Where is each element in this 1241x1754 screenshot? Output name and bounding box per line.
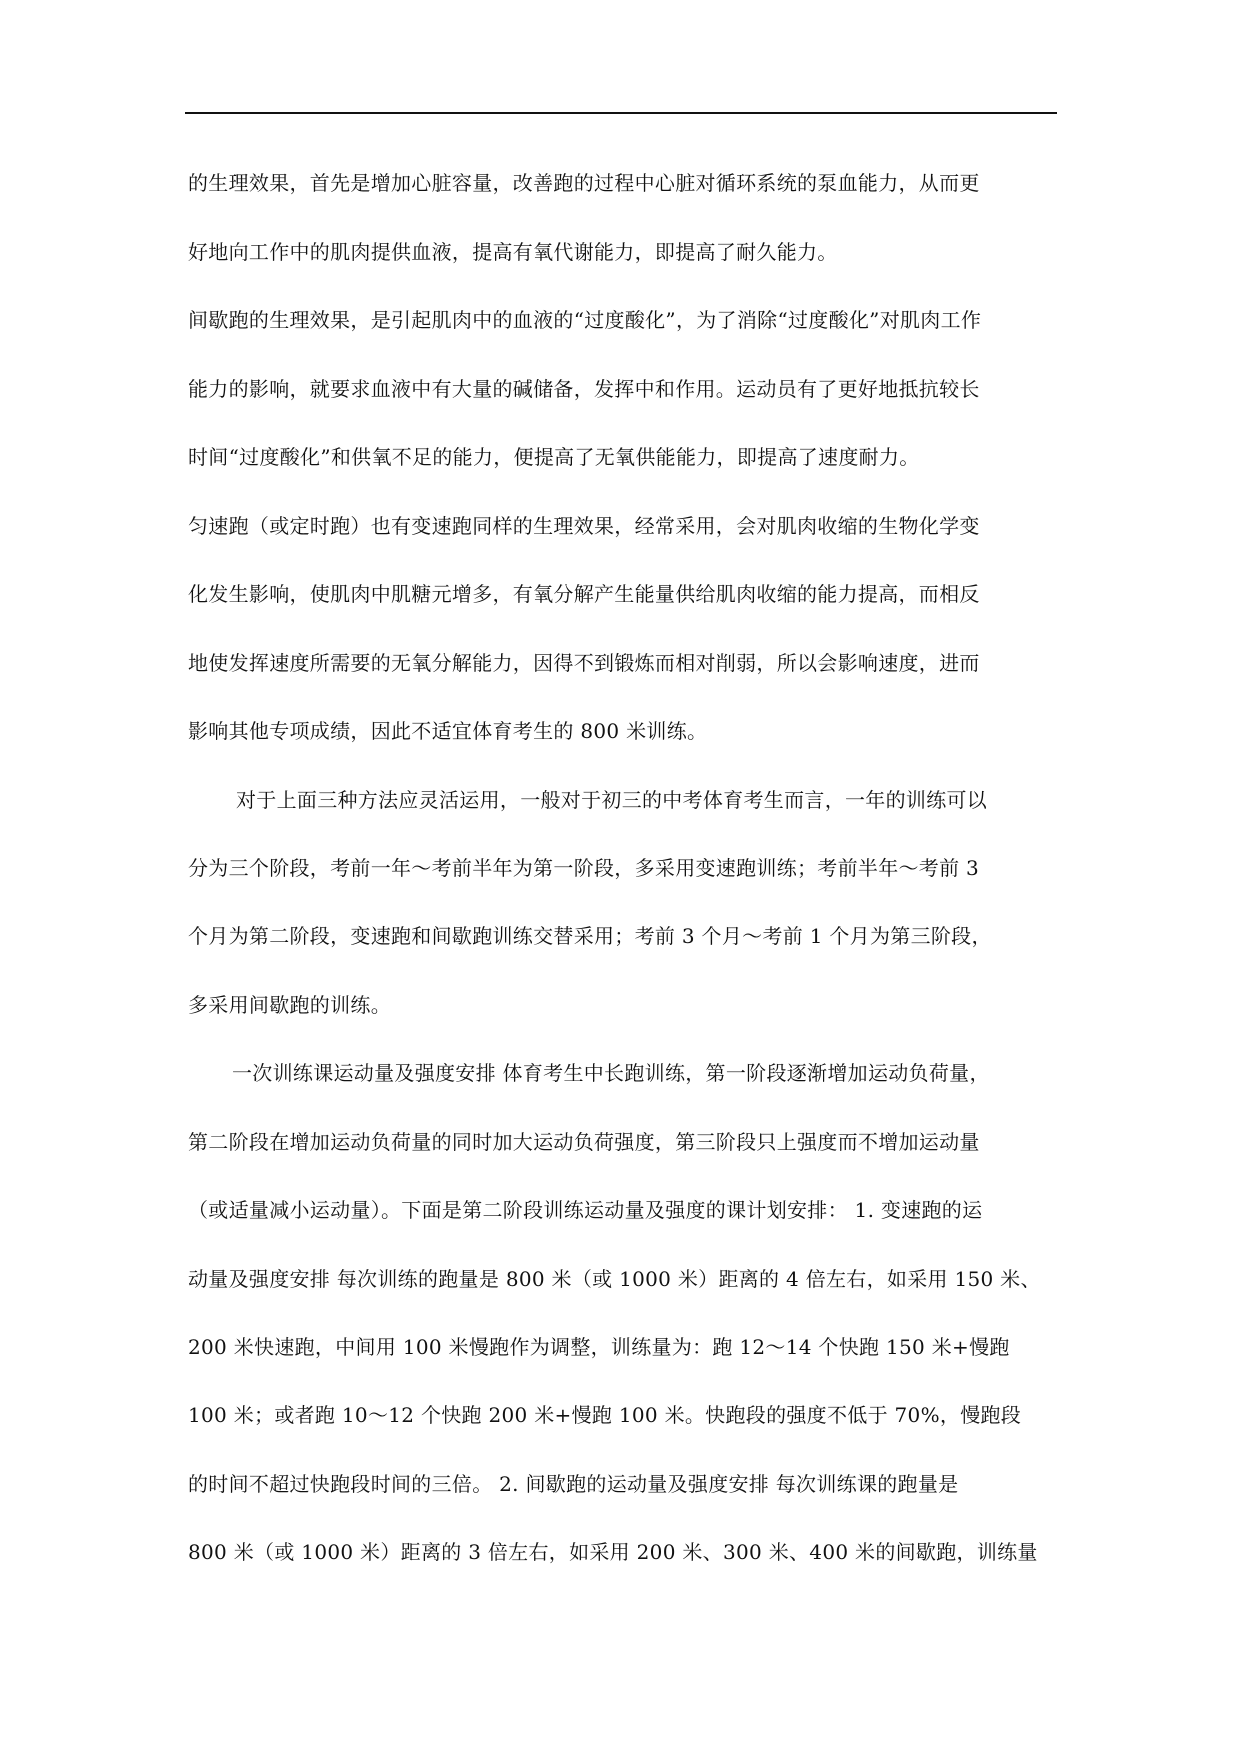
- text-line: 的时间不超过快跑段时间的三倍。 2. 间歇跑的运动量及强度安排 每次训练课的跑量是: [188, 1472, 959, 1496]
- text-line: 地使发挥速度所需要的无氧分解能力，因得不到锻炼而相对削弱，所以会影响速度，进而: [188, 651, 980, 675]
- text-line: 好地向工作中的肌肉提供血液，提高有氧代谢能力，即提高了耐久能力。: [188, 240, 838, 264]
- text-line: 能力的影响，就要求血液中有大量的碱储备，发挥中和作用。运动员有了更好地抵抗较长: [188, 377, 980, 401]
- text-line: 间歇跑的生理效果，是引起肌肉中的血液的“过度酸化”，为了消除“过度酸化”对肌肉工作: [188, 308, 982, 332]
- text-line: 100 米；或者跑 10～12 个快跑 200 米+慢跑 100 米。快跑段的强度不低于 70%，慢跑段: [188, 1403, 1022, 1427]
- text-line: 一次训练课运动量及强度安排 体育考生中长跑训练，第一阶段逐渐增加运动负荷量，: [232, 1061, 990, 1085]
- text-line: 匀速跑（或定时跑）也有变速跑同样的生理效果，经常采用，会对肌肉收缩的生物化学变: [188, 514, 980, 538]
- text-line: 个月为第二阶段，变速跑和间歇跑训练交替采用；考前 3 个月～考前 1 个月为第三阶段，: [188, 924, 992, 948]
- text-line: 对于上面三种方法应灵活运用，一般对于初三的中考体育考生而言，一年的训练可以: [236, 788, 988, 812]
- text-line: 分为三个阶段，考前一年～考前半年为第一阶段，多采用变速跑训练；考前半年～考前 3: [188, 856, 980, 880]
- text-line: 时间“过度酸化”和供氧不足的能力，便提高了无氧供能能力，即提高了速度耐力。: [188, 445, 920, 469]
- text-line: 动量及强度安排 每次训练的跑量是 800 米（或 1000 米）距离的 4 倍左右，如采用 150 米、: [188, 1267, 1041, 1291]
- text-line: 800 米（或 1000 米）距离的 3 倍左右，如采用 200 米、300 米、400 米的间歇跑，训练量: [188, 1540, 1038, 1564]
- text-line: 影响其他专项成绩，因此不适宜体育考生的 800 米训练。: [188, 719, 708, 743]
- text-line: 的生理效果，首先是增加心脏容量，改善跑的过程中心脏对循环系统的泵血能力，从而更: [188, 171, 980, 195]
- text-line: 化发生影响，使肌肉中肌糖元增多，有氧分解产生能量供给肌肉收缩的能力提高，而相反: [188, 582, 980, 606]
- text-line: 200 米快速跑，中间用 100 米慢跑作为调整，训练量为：跑 12～14 个快跑 150 米+慢跑: [188, 1335, 1010, 1359]
- text-line: 第二阶段在增加运动负荷量的同时加大运动负荷强度，第三阶段只上强度而不增加运动量: [188, 1130, 980, 1154]
- text-line: （或适量减小运动量）。下面是第二阶段训练运动量及强度的课计划安排： 1. 变速跑的运: [188, 1198, 983, 1222]
- text-line: 多采用间歇跑的训练。: [188, 993, 391, 1017]
